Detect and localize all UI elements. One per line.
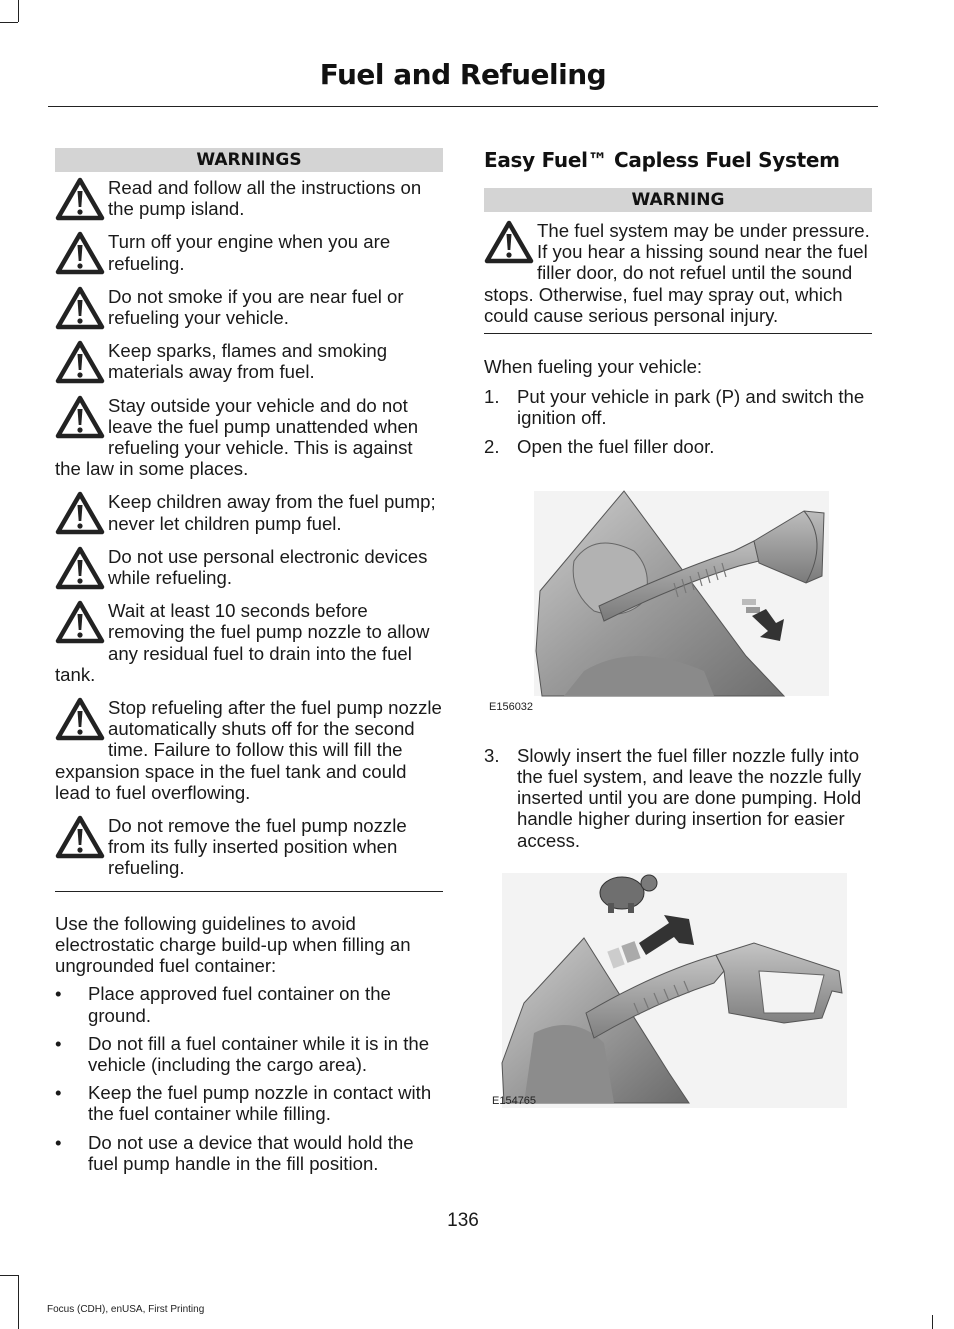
crop-mark xyxy=(18,1275,19,1329)
warning-item xyxy=(55,697,443,803)
warning-item xyxy=(55,177,443,219)
figure-code: E156032 xyxy=(489,700,534,713)
warning-text: Do not remove the fuel pump nozzle from its fully inserted position when refueling. xyxy=(108,815,407,879)
bullet-marker: • xyxy=(55,1131,62,1153)
warning-triangle-icon xyxy=(55,815,107,859)
warning-item xyxy=(55,491,443,533)
warning-item xyxy=(55,340,443,382)
bullet-marker: • xyxy=(55,1082,62,1104)
bullet-marker: • xyxy=(55,983,62,1005)
warning-item xyxy=(55,231,443,273)
warning-end-rule xyxy=(484,333,872,334)
guideline-item xyxy=(55,1082,443,1124)
nozzle-insertion-illustration xyxy=(484,863,872,1133)
warning-triangle-icon xyxy=(55,491,107,535)
crop-mark xyxy=(18,0,19,22)
warning-item xyxy=(55,600,443,685)
warning-item xyxy=(55,286,443,328)
crop-mark xyxy=(0,1275,18,1276)
step-item xyxy=(484,745,872,851)
step-item xyxy=(484,436,872,457)
warning-heading: WARNING xyxy=(484,188,872,212)
warning-item xyxy=(55,395,443,480)
guideline-item xyxy=(55,1132,443,1174)
warning-item xyxy=(55,815,443,879)
warning-triangle-icon xyxy=(55,231,107,275)
warning-triangle-icon xyxy=(55,395,107,439)
guideline-text: Do not fill a fuel container while it is in the vehicle (including the cargo area). xyxy=(88,1032,430,1075)
left-column xyxy=(55,148,443,1174)
edition-footer: Focus (CDH), enUSA, First Printing xyxy=(47,1304,205,1315)
page-title: Fuel and Refueling xyxy=(319,58,607,91)
pressure-warning xyxy=(484,220,872,326)
section-title: Easy Fuel™ Capless Fuel System xyxy=(484,148,840,172)
warnings-heading: WARNINGS xyxy=(55,148,443,172)
page-number: 136 xyxy=(447,1210,479,1231)
warning-triangle-icon xyxy=(55,286,107,330)
guideline-item xyxy=(55,983,443,1025)
guideline-list xyxy=(55,983,443,1174)
warning-text: Read and follow all the instructions on the pump island. xyxy=(108,177,422,220)
guideline-text: Place approved fuel container on the ground. xyxy=(88,983,391,1026)
warning-text: Turn off your engine when you are refueling. xyxy=(108,231,391,274)
pressure-warning-text: The fuel system may be under pressure. If you hear a hissing sound near the fuel filler door, do not refuel until the sound stops. Otherwise, fuel may spray out, which could cause serious personal injury. xyxy=(484,220,870,326)
fuel-filler-door-illustration xyxy=(484,471,872,731)
step-text: Slowly insert the fuel filler nozzle fully into the fuel system, and leave the nozzle fully inserted until you are done pumping. Hold handle higher during insertion for easier access. xyxy=(517,744,862,851)
step-item xyxy=(484,386,872,428)
crop-mark xyxy=(932,1315,933,1329)
warning-triangle-icon xyxy=(484,220,536,264)
step-number: 2. xyxy=(484,435,500,457)
warnings-list xyxy=(55,177,443,879)
step-number: 1. xyxy=(484,386,500,408)
warnings-end-rule xyxy=(55,891,443,892)
guideline-item xyxy=(55,1033,443,1075)
warning-triangle-icon xyxy=(55,697,107,741)
warning-item xyxy=(55,546,443,588)
step-text: Open the fuel filler door. xyxy=(517,435,715,457)
guideline-text: Keep the fuel pump nozzle in contact with the fuel container while filling. xyxy=(88,1082,432,1125)
figure-code: E154765 xyxy=(492,1094,537,1107)
right-column xyxy=(484,148,872,1133)
warning-text: Do not smoke if you are near fuel or refueling your vehicle. xyxy=(108,285,404,329)
step-text: Put your vehicle in park (P) and switch the ignition off. xyxy=(517,386,865,429)
warning-triangle-icon xyxy=(55,177,107,221)
slow-insert-illustration xyxy=(484,863,872,1113)
guideline-text: Do not use a device that would hold the fuel pump handle in the fill position. xyxy=(88,1131,414,1174)
electrostatic-intro: Use the following guidelines to avoid electrostatic charge build-up when filling an ungrounded fuel container: xyxy=(55,912,411,977)
warning-text: Keep children away from the fuel pump; never let children pump fuel. xyxy=(108,491,436,534)
warning-text: Wait at least 10 seconds before removing the fuel pump nozzle to allow any residual fuel to drain into the fuel tank. xyxy=(55,600,430,685)
warning-triangle-icon xyxy=(55,340,107,384)
bullet-marker: • xyxy=(55,1032,62,1054)
warning-triangle-icon xyxy=(55,600,107,644)
warning-text: Stop refueling after the fuel pump nozzle automatically shuts off for the second time. Failure to follow this will fill the expansion space in the fuel tank and could lead to fuel overflowing. xyxy=(55,697,442,803)
title-divider xyxy=(48,106,878,107)
warning-text: Keep sparks, flames and smoking materials away from fuel. xyxy=(108,340,388,383)
warning-triangle-icon xyxy=(55,546,107,590)
fueling-intro: When fueling your vehicle: xyxy=(484,356,703,378)
step-number: 3. xyxy=(484,744,500,766)
nozzle-removal-illustration xyxy=(484,471,872,721)
crop-mark xyxy=(0,22,18,23)
warning-text: Do not use personal electronic devices while refueling. xyxy=(108,545,428,589)
warning-text: Stay outside your vehicle and do not leave the fuel pump unattended when refueling your vehicle. This is against the law in some places. xyxy=(55,394,419,480)
